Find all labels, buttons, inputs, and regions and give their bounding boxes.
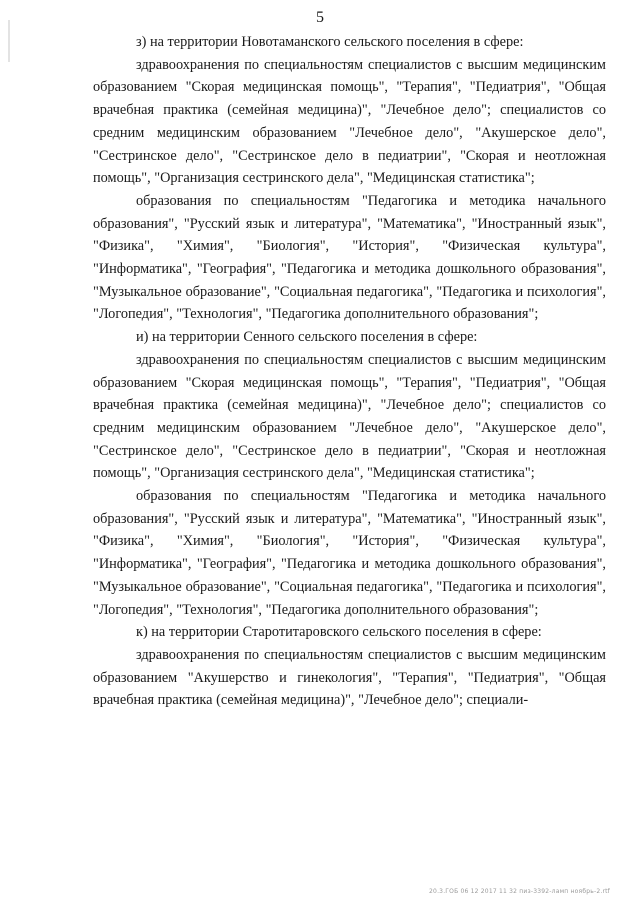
paragraph-healthcare: здравоохранения по специальностям специалистов с высшим медицинским образованием "Акушерство и гинекология", "Терапия", "Педиатрия", "Общая врачебная практика (семейная медицина)", "Лечебное дело"; специали- xyxy=(93,646,606,709)
page-number: 5 xyxy=(316,9,324,26)
file-path-footer: 20.3.ГОБ 06 12 2017 11 32 пиз-3392-ламп ноябрь-2.rtf xyxy=(429,888,610,895)
document-body xyxy=(93,31,606,712)
paragraph-z-heading: з) на территории Новотаманского сельского поселения в сфере: xyxy=(136,34,524,50)
paragraph-healthcare: здравоохранения по специальностям специалистов с высшим медицинским образованием "Скорая медицинская помощь", "Терапия", "Педиатрия", "Общая врачебная практика (семейная медицина)", "Лечебное дело"; специалистов со средним медицинским образованием "Лечебное дело", "Акушерское дело", "Сестринское дело", "Сестринское дело в педиатрии", "Скорая и неотложная помощь", "Организация сестринского дела", "Медицинская статистика"; xyxy=(93,351,606,482)
paragraph-i-heading: и) на территории Сенного сельского поселения в сфере: xyxy=(136,329,478,346)
paragraph-k-heading: к) на территории Старотитаровского сельского поселения в сфере: xyxy=(136,624,542,641)
paragraph-education: образования по специальностям "Педагогика и методика начального образования", "Русский язык и литература", "Математика", "Иностранный язык", "Физика", "Химия", "Биология", "История", "Физическая культура", "Информатика", "География", "Педагогика и методика дошкольного образования", "Музыкальное образование", "Социальная педагогика", "Педагогика и психология", "Логопедия", "Технология", "Педагогика дополнительного образования"; xyxy=(93,488,606,618)
paragraph-education: образования по специальностям "Педагогика и методика начального образования", "Русский язык и литература", "Математика", "Иностранный язык", "Физика", "Химия", "Биология", "История", "Физическая культура", "Информатика", "География", "Педагогика и методика дошкольного образования", "Музыкальное образование", "Социальная педагогика", "Педагогика и психология", "Логопедия", "Технология", "Педагогика дополнительного образования"; xyxy=(93,192,606,323)
paragraph-healthcare: здравоохранения по специальностям специалистов с высшим медицинским образованием "Скорая медицинская помощь", "Терапия", "Педиатрия", "Общая врачебная практика (семейная медицина)", "Лечебное дело"; специалистов со средним медицинским образованием "Лечебное дело", "Акушерское дело", "Сестринское дело", "Сестринское дело в педиатрии", "Скорая и неотложная помощь", "Организация сестринского дела", "Медицинская статистика"; xyxy=(93,56,606,187)
